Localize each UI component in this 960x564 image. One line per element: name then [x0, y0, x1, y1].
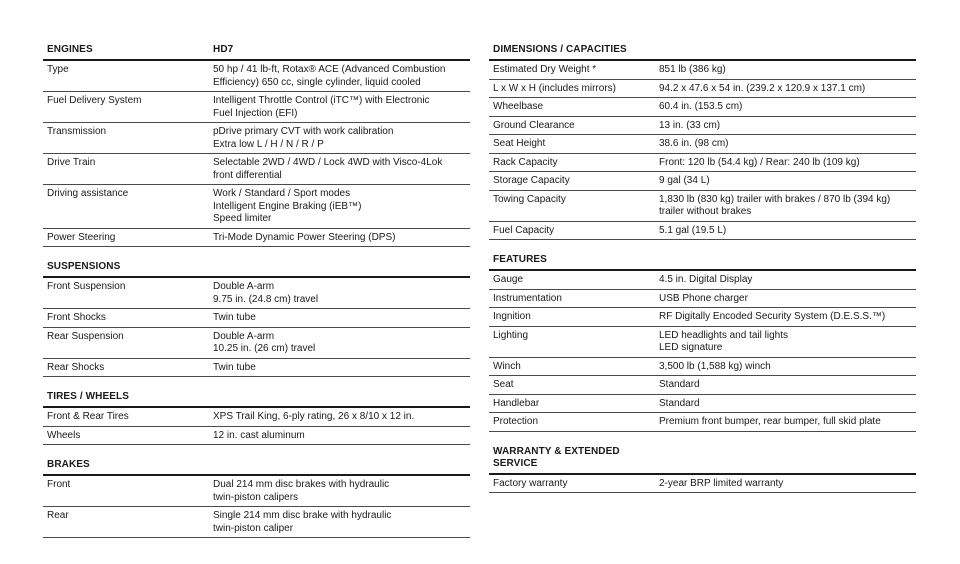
spec-label: Seat — [493, 379, 514, 390]
spec-row — [489, 61, 916, 80]
spec-label: Fuel Delivery System — [47, 95, 142, 106]
spec-label: Ingnition — [493, 311, 531, 322]
spec-section-suspensions — [43, 260, 470, 377]
spec-label: Rear Shocks — [47, 361, 105, 373]
spec-value: pDrive primary CVT with work calibration Extra low L / H / N / R / P — [213, 126, 394, 150]
section-header — [43, 43, 470, 61]
spec-row — [43, 185, 470, 229]
spec-value: Premium front bumper, rear bumper, full skid plate — [659, 416, 881, 427]
spec-row — [489, 376, 916, 395]
spec-label: Factory warranty — [493, 477, 568, 489]
spec-label: Ground Clearance — [493, 119, 575, 131]
section-title: DIMENSIONS / CAPACITIES — [493, 44, 627, 55]
spec-value: Double A-arm 9.75 in. (24.8 cm) travel — [213, 281, 319, 305]
spec-row — [489, 117, 916, 136]
spec-section-features — [489, 253, 916, 432]
spec-value: RF Digitally Encoded Security System (D.E.S.S.™) — [659, 311, 886, 322]
spec-section-warranty-extended-service — [489, 445, 916, 494]
spec-value: Work / Standard / Sport modes Intelligent Engine Braking (iEB™) Speed limiter — [213, 188, 362, 224]
section-header — [43, 458, 470, 476]
spec-label: Rear Suspension — [47, 330, 124, 342]
section-title: TIRES / WHEELS — [47, 391, 129, 402]
spec-label: Storage Capacity — [493, 175, 570, 186]
spec-row — [43, 408, 470, 427]
spec-value: XPS Trail King, 6-ply rating, 26 x 8/10 x 12 in. — [213, 411, 415, 422]
spec-value: Front: 120 lb (54.4 kg) / Rear: 240 lb (109 kg) — [659, 156, 860, 168]
spec-row — [43, 92, 470, 123]
spec-label: Protection — [493, 416, 539, 427]
spec-value: Intelligent Throttle Control (iTC™) with Electronic Fuel Injection (EFI) — [213, 95, 430, 119]
spec-label: Winch — [493, 360, 521, 372]
spec-section-engines — [43, 43, 470, 247]
spec-row — [489, 172, 916, 191]
spec-label: Transmission — [47, 126, 107, 137]
spec-value: 1,830 lb (830 kg) trailer with brakes / 870 lb (394 kg) trailer without brakes — [659, 193, 891, 217]
spec-label: Gauge — [493, 274, 524, 285]
spec-value: Standard — [659, 397, 700, 409]
spec-row — [489, 475, 916, 494]
spec-label: Front Shocks — [47, 312, 106, 323]
spec-label: Power Steering — [47, 231, 116, 243]
spec-row — [43, 309, 470, 328]
spec-value: LED headlights and tail lights LED signature — [659, 329, 788, 353]
spec-row — [43, 154, 470, 185]
spec-label: Seat Height — [493, 138, 546, 149]
spec-value: 4.5 in. Digital Display — [659, 274, 753, 285]
spec-section-brakes — [43, 458, 470, 538]
spec-row — [43, 328, 470, 359]
spec-value: Twin tube — [213, 361, 256, 373]
spec-section-dimensions-capacities — [489, 43, 916, 240]
spec-row — [43, 61, 470, 92]
spec-label: Towing Capacity — [493, 193, 566, 205]
section-subtitle: HD7 — [213, 44, 234, 55]
spec-row — [489, 191, 916, 222]
spec-row — [43, 359, 470, 378]
spec-label: Handlebar — [493, 397, 540, 409]
spec-row — [489, 327, 916, 358]
spec-row — [489, 154, 916, 173]
spec-label: Instrumentation — [493, 292, 562, 304]
spec-row — [489, 413, 916, 432]
spec-row — [43, 229, 470, 248]
spec-value: USB Phone charger — [659, 292, 748, 304]
section-title: BRAKES — [47, 459, 90, 470]
spec-row — [489, 290, 916, 309]
spec-value: Selectable 2WD / 4WD / Lock 4WD with Visco-4Lok front differential — [213, 157, 443, 181]
right-spec-column — [489, 43, 916, 506]
spec-row — [489, 222, 916, 241]
spec-label: L x W x H (includes mirrors) — [493, 82, 616, 94]
spec-label: Wheelbase — [493, 101, 544, 112]
spec-value: Standard — [659, 379, 700, 390]
spec-label: Wheels — [47, 429, 81, 441]
section-title: SUSPENSIONS — [47, 261, 121, 272]
spec-value: 50 hp / 41 lb-ft, Rotax® ACE (Advanced Combustion Efficiency) 650 cc, single cylinder, liquid cooled — [213, 64, 446, 88]
section-header — [489, 43, 916, 61]
spec-label: Driving assistance — [47, 188, 129, 199]
spec-row — [489, 271, 916, 290]
spec-value: 9 gal (34 L) — [659, 175, 710, 186]
spec-row — [489, 308, 916, 327]
spec-row — [489, 358, 916, 377]
spec-value: 12 in. cast aluminum — [213, 429, 305, 441]
spec-row — [489, 395, 916, 414]
left-spec-column — [43, 43, 470, 551]
spec-value: Tri-Mode Dynamic Power Steering (DPS) — [213, 231, 396, 243]
section-header — [43, 260, 470, 278]
spec-row — [489, 80, 916, 99]
spec-row — [43, 507, 470, 538]
spec-value: 2-year BRP limited warranty — [659, 477, 784, 489]
spec-label: Drive Train — [47, 157, 96, 168]
spec-value: Dual 214 mm disc brakes with hydraulic twin-piston calipers — [213, 479, 390, 503]
spec-value: Double A-arm 10.25 in. (26 cm) travel — [213, 330, 316, 354]
spec-label: Fuel Capacity — [493, 224, 555, 236]
spec-row — [489, 98, 916, 117]
section-header — [489, 253, 916, 271]
spec-value: 38.6 in. (98 cm) — [659, 138, 729, 149]
spec-value: 851 lb (386 kg) — [659, 64, 726, 75]
spec-label: Rack Capacity — [493, 156, 558, 168]
spec-label: Rear — [47, 510, 69, 521]
spec-row — [43, 123, 470, 154]
section-title: FEATURES — [493, 254, 547, 265]
spec-value: 60.4 in. (153.5 cm) — [659, 101, 743, 112]
section-title: WARRANTY & EXTENDED SERVICE — [493, 445, 620, 469]
section-header — [43, 390, 470, 408]
spec-row — [43, 476, 470, 507]
spec-label: Lighting — [493, 329, 529, 341]
spec-value: Single 214 mm disc brake with hydraulic twin-piston caliper — [213, 510, 392, 534]
spec-label: Front Suspension — [47, 281, 126, 292]
spec-value: 94.2 x 47.6 x 54 in. (239.2 x 120.9 x 137.1 cm) — [659, 82, 866, 94]
spec-section-tires-wheels — [43, 390, 470, 445]
spec-value: Twin tube — [213, 312, 256, 323]
section-header — [489, 445, 916, 475]
spec-row — [43, 278, 470, 309]
section-title: ENGINES — [47, 44, 93, 55]
spec-label: Estimated Dry Weight * — [493, 64, 597, 75]
spec-label: Front — [47, 479, 71, 490]
spec-label: Type — [47, 64, 69, 75]
spec-value: 3,500 lb (1,588 kg) winch — [659, 360, 771, 372]
spec-row — [43, 427, 470, 446]
spec-row — [489, 135, 916, 154]
spec-value: 13 in. (33 cm) — [659, 119, 721, 131]
spec-label: Front & Rear Tires — [47, 411, 129, 422]
spec-value: 5.1 gal (19.5 L) — [659, 224, 727, 236]
